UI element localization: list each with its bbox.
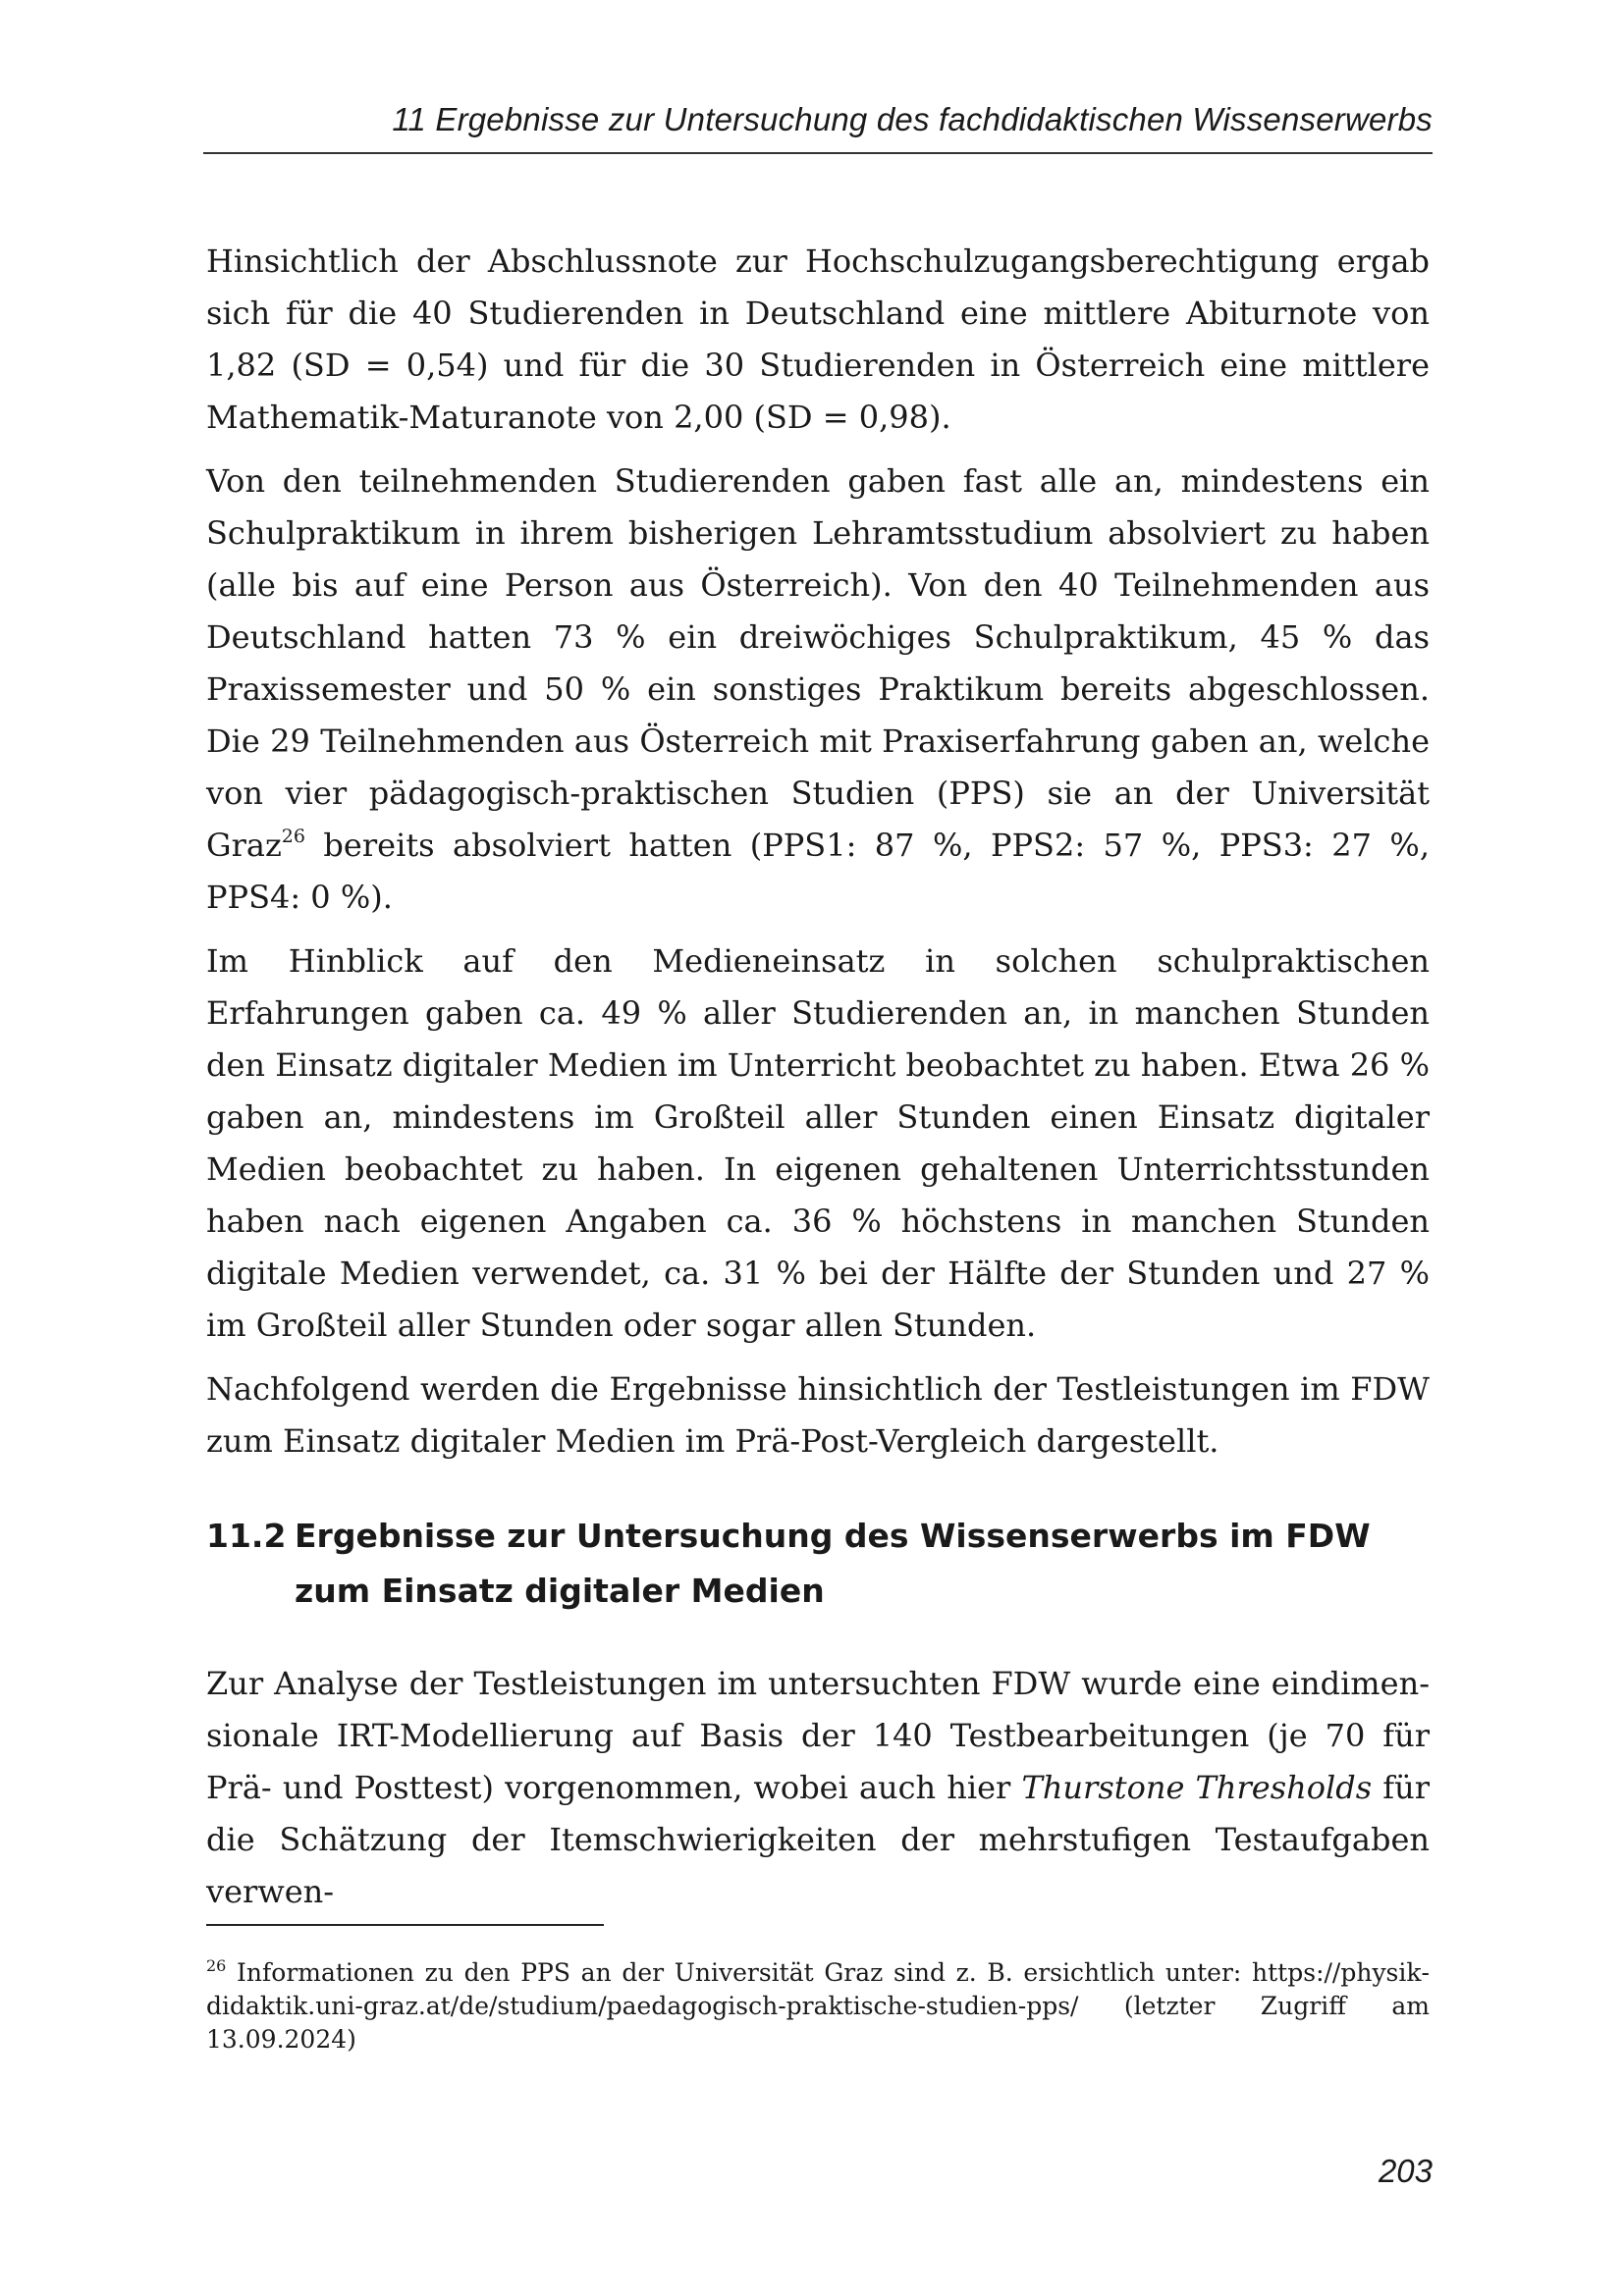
paragraph-testleistungen-text-end: für die Schätzung der Itemschwierigkeiten der mehrstufigen Testaufgaben verwen- — [206, 1769, 1431, 1910]
footnote-26 — [206, 1956, 1430, 2056]
footnote-text: Informationen zu den PPS an der Universität Graz sind z. B. ersichtlich unter: https://physikdidaktik.uni-graz.at/de/studium/paedagogisch-praktische-studien-pps/ (letzter Zugriff am 13.09.2024) — [206, 1958, 1430, 2054]
section-title: Ergebnisse zur Untersuchung des Wissenserwerbs im FDW zum Einsatz digitaler Medien — [295, 1517, 1371, 1610]
paragraph-abschlussnote: Hinsichtlich der Abschlussnote zur Hochschulzugangsberechtigung ergab sich für die 40 Studierenden in Deutschland eine mittlere Abiturnote von 1,82 (SD = 0,54) und für die 30 Studierenden in Österreich eine mittlere Mathematik-Maturanote von 2,00 (SD = 0,98). — [206, 242, 1430, 436]
paragraph-testleistungen — [206, 1658, 1430, 1918]
page-number: 203 — [1378, 2153, 1433, 2189]
footnote-divider — [206, 1924, 604, 1926]
paragraph-medieneinsatz: Im Hinblick auf den Medieneinsatz in solchen schulpraktischen Erfahrungen gaben ca. 49 % aller Studierenden an, in manchen Stunden den Einsatz digitaler Medien im Unterricht beobachtet zu haben. Etwa 26 % gaben an, mindestens im Großteil aller Stunden einen Einsatz digitaler Medien beobachtet zu haben. In eigenen gehaltenen Unterrichtsstunden haben nach eigenen Angaben ca. 36 % höchstens in manchen Stunden digitale Medien verwendet, ca. 31 % bei der Hälfte der Stunden und 27 % im Großteil aller Stunden oder sogar allen Stunden. — [206, 942, 1430, 1344]
paragraph-nachfolgend: Nachfolgend werden die Ergebnisse hinsichtlich der Testleistungen im FDW zum Einsatz digitaler Medien im Prä-Post-Vergleich dargestellt. — [206, 1370, 1430, 1460]
emphasis-thurstone-thresholds: Thurstone Thresholds — [1021, 1769, 1373, 1806]
section-heading — [206, 1509, 1430, 1619]
paragraph-schulpraktikum — [206, 455, 1430, 924]
paragraph-testleistungen-text: Zur Analyse der Testleistungen im untersuchten FDW wurde eine eindimensionale IRT-Modellierung auf Basis der 140 Testbearbeitungen (je 70 für Prä- und Posttest) vorgenommen, wobei auch hier — [206, 1665, 1430, 1806]
footnote-reference[interactable]: 26 — [281, 826, 305, 847]
section-number: 11.2 — [206, 1517, 287, 1555]
main-text — [206, 236, 1430, 1918]
paragraph-schulpraktikum-text: Von den teilnehmenden Studierenden gaben fast alle an, mindestens ein Schulpraktikum in ihrem bisherigen Lehramtsstudium absolviert zu haben (alle bis auf eine Person aus Österreich). Von den 40 Teilnehmenden aus Deutschland hatten 73 % ein dreiwöchiges Schulpraktikum, 45 % das Praxissemester und 50 % ein sonstiges Praktikum bereits abgeschlossen. Die 29 Teilnehmenden aus Österreich mit Praxiserfahrung gaben an, welche von vier pädagogisch-praktischen Studien (PPS) sie an der Universität Graz — [206, 462, 1430, 864]
header-divider — [203, 152, 1433, 154]
paragraph-schulpraktikum-text-end: bereits absolviert hatten (PPS1: 87 %, PPS2: 57 %, PPS3: 27 %, PPS4: 0 %). — [206, 827, 1430, 916]
footnote-marker: 26 — [206, 1956, 227, 1975]
running-head: 11 Ergebnisse zur Untersuchung des fachdidaktischen Wissenserwerbs — [392, 101, 1433, 137]
